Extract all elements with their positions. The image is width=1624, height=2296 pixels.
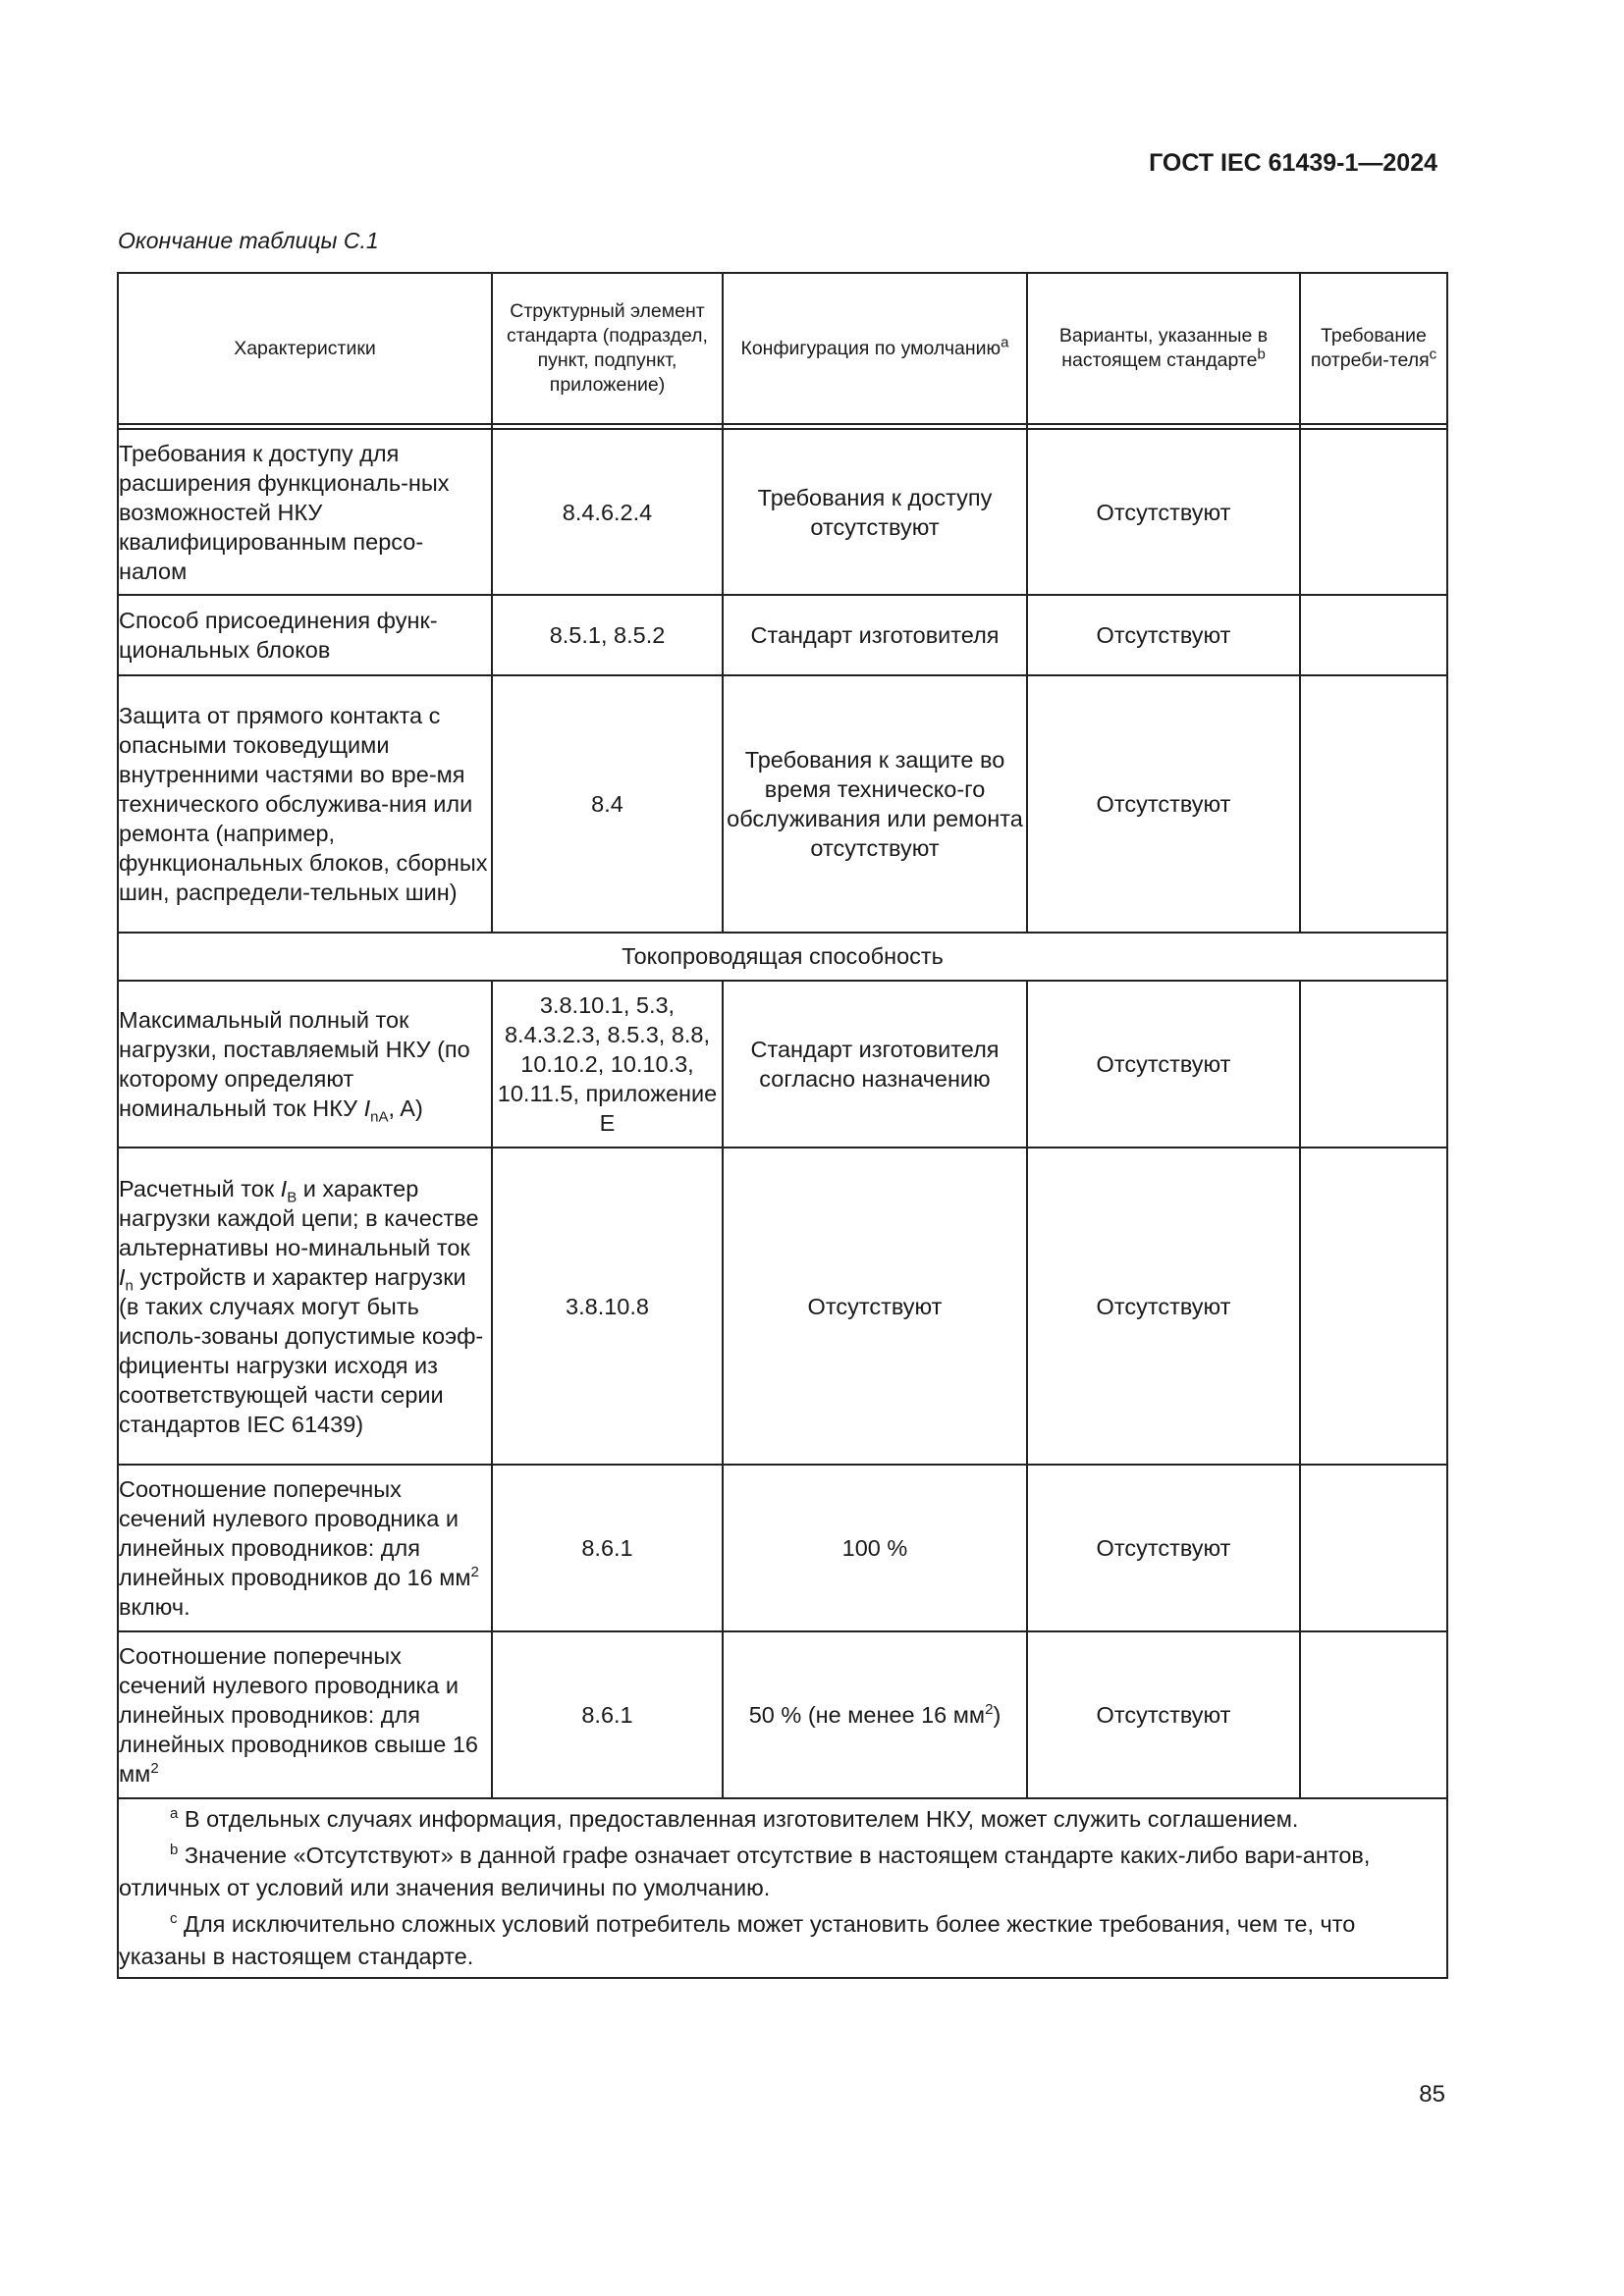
cell-default-configuration: 50 % (не менее 16 $мм^2$) — [723, 1631, 1027, 1798]
table-row — [118, 1631, 1447, 1798]
cell-user-requirement — [1300, 1631, 1447, 1798]
notes-row — [118, 1798, 1447, 1978]
cell-variants: Отсутствуют — [1027, 1631, 1300, 1798]
header-user-requirement: Требование потреби-теля$^c$ — [1300, 273, 1447, 424]
table-row — [118, 595, 1447, 675]
cell-default-configuration: Отсутствуют — [723, 1148, 1027, 1465]
cell-default-configuration: Стандарт изготовителя согласно назначению — [723, 981, 1027, 1148]
cell-user-requirement — [1300, 595, 1447, 675]
cell-structural-element: 8.6.1 — [492, 1465, 723, 1631]
footnote-a: $^a$ В отдельных случаях информация, предоставленная изготовителем НКУ, может служить соглашением. — [170, 1805, 1299, 1832]
table-row — [118, 981, 1447, 1148]
table-row — [118, 1465, 1447, 1631]
cell-structural-element: 8.4 — [492, 675, 723, 933]
cell-variants: Отсутствуют — [1027, 595, 1300, 675]
cell-variants: Отсутствуют — [1027, 1465, 1300, 1631]
section-title: Токопроводящая способность — [118, 933, 1447, 981]
cell-characteristic: Способ присоединения функ-циональных блоков — [118, 595, 492, 675]
cell-characteristic: Соотношение поперечных сечений нулевого проводника и линейных проводников: для линейных проводников свыше 16 $мм^2$ — [118, 1631, 492, 1798]
footnote-b: $^b$ Значение «Отсутствуют» в данной графе означает отсутствие в настоящем стандарте каких-либо вари-антов, отличных от условий или значения величины по умолчанию. — [119, 1842, 1371, 1900]
cell-structural-element: 3.8.10.8 — [492, 1148, 723, 1465]
cell-default-configuration: Требования к доступу отсутствуют — [723, 429, 1027, 595]
cell-characteristic: Максимальный полный ток нагрузки, поставляемый НКУ (по которому определяют номинальный ток НКУ $I_{nA}$, A) — [118, 981, 492, 1148]
cell-characteristic: Защита от прямого контакта с опасными токоведущими внутренними частями во вре-мя технического обслужива-ния или ремонта (например, функциональных блоков, сборных шин, распредели-тельных шин) — [118, 675, 492, 933]
cell-variants: Отсутствуют — [1027, 981, 1300, 1148]
page-number: 85 — [1419, 2081, 1445, 2108]
cell-variants: Отсутствуют — [1027, 429, 1300, 595]
section-row — [118, 933, 1447, 981]
header-default-configuration: Конфигурация по умолчанию$^a$ — [723, 273, 1027, 424]
cell-default-configuration: Требования к защите во время техническо-го обслуживания или ремонта отсутствуют — [723, 675, 1027, 933]
cell-characteristic: Расчетный ток $I_B$ и характер нагрузки каждой цепи; в качестве альтернативы но-минальный ток $I_n$ устройств и характер нагрузки (в таких случаях могут быть исполь-зованы допустимые коэф-фициенты нагрузки исходя из соответствующей части серии стандартов IEC 61439) — [118, 1148, 492, 1465]
cell-user-requirement — [1300, 675, 1447, 933]
table-row — [118, 675, 1447, 933]
footnote-c: $^c$ Для исключительно сложных условий потребитель может установить более жесткие требования, чем те, что указаны в настоящем стандарте. — [119, 1910, 1356, 1969]
table-row — [118, 1148, 1447, 1465]
cell-user-requirement — [1300, 1465, 1447, 1631]
document-code: ГОСТ IEC 61439-1—2024 — [1149, 149, 1437, 177]
cell-characteristic: Требования к доступу для расширения функциональ-ных возможностей НКУ квалифицированным персо-налом — [118, 429, 492, 595]
cell-structural-element: 3.8.10.1, 5.3, 8.4.3.2.3, 8.5.3, 8.8, 10.10.2, 10.10.3, 10.11.5, приложение E — [492, 981, 723, 1148]
cell-default-configuration: Стандарт изготовителя — [723, 595, 1027, 675]
cell-characteristic: Соотношение поперечных сечений нулевого проводника и линейных проводников: для линейных проводников до 16 $мм^2$ включ. — [118, 1465, 492, 1631]
cell-structural-element: 8.5.1, 8.5.2 — [492, 595, 723, 675]
cell-variants: Отсутствуют — [1027, 675, 1300, 933]
cell-user-requirement — [1300, 1148, 1447, 1465]
cell-variants: Отсутствуют — [1027, 1148, 1300, 1465]
table-row — [118, 429, 1447, 595]
header-structural-element: Структурный элемент стандарта (подраздел, пункт, подпункт, приложение) — [492, 273, 723, 424]
table-header-row — [118, 273, 1447, 424]
cell-user-requirement — [1300, 981, 1447, 1148]
cell-default-configuration: 100 % — [723, 1465, 1027, 1631]
cell-structural-element: 8.6.1 — [492, 1631, 723, 1798]
table-notes — [118, 1798, 1447, 1978]
cell-user-requirement — [1300, 429, 1447, 595]
requirements-table — [117, 272, 1448, 1979]
table-caption: Окончание таблицы С.1 — [118, 228, 379, 253]
header-characteristics: Характеристики — [118, 273, 492, 424]
cell-structural-element: 8.4.6.2.4 — [492, 429, 723, 595]
header-variants: Варианты, указанные в настоящем стандарте$^b$ — [1027, 273, 1300, 424]
